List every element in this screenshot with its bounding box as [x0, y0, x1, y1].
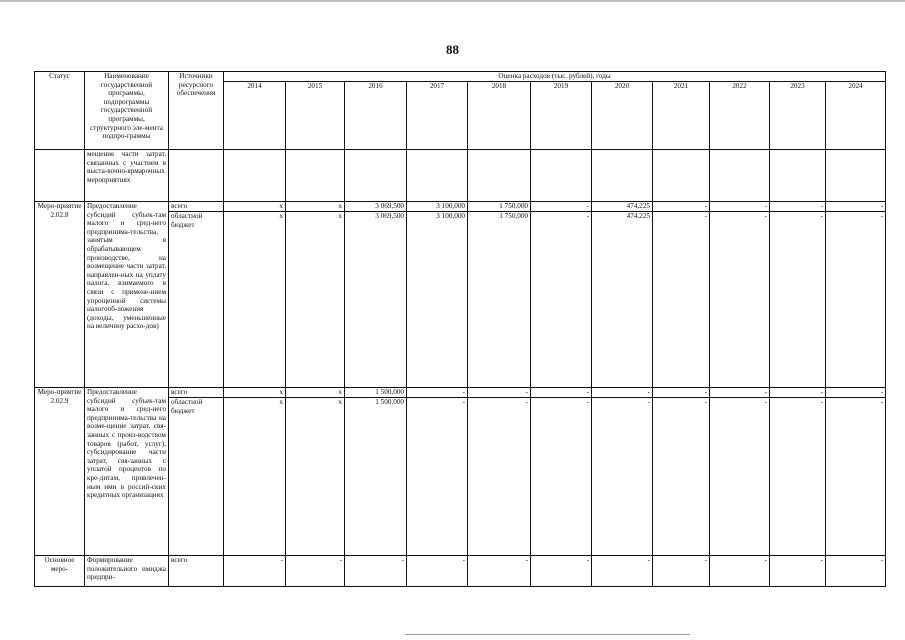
header-year: 2017 — [407, 82, 468, 150]
source-cell: всего — [169, 388, 224, 398]
value-cell — [653, 150, 710, 202]
value-cell: 3 100,000 — [407, 212, 468, 388]
value-cell — [224, 150, 286, 202]
value-cell: - — [710, 212, 770, 388]
source-cell — [169, 150, 224, 202]
value-cell: - — [653, 556, 710, 587]
header-sources: Источники ресурсного обеспечения — [169, 72, 224, 150]
value-cell: - — [468, 388, 531, 398]
value-cell: - — [592, 398, 653, 556]
header-year: 2014 — [224, 82, 286, 150]
name-cell: Предоставление субсидий субъек-там малого и сред-него предпринима-тельства на возме-щение затрат, свя-занных с произ-водством товаров (работ, услуг), субсидирование части затрат, свя-занных с уплатой процентов по кре-дитам, привлечен-ным ими в россий-ских кредитных организациях — [85, 388, 169, 556]
table-row — [35, 388, 886, 398]
value-cell: - — [826, 398, 886, 556]
value-cell: - — [531, 388, 592, 398]
value-cell: 1 500,000 — [345, 398, 407, 556]
table-row — [35, 556, 886, 587]
name-cell: Формирование положительного имиджа предпри- — [85, 556, 169, 587]
value-cell: - — [653, 202, 710, 212]
name-cell: Предоставление субсидий субъек-там малого и сред-него предпринима-тельства, занятым в обрабатывающем производстве, на возмещение части затрат, направлен-ных на уплату налога, взимаемого в связи с примене-нием упрощенной системы налогооб-ложения (доходы, уменьшенные на величину расхо-дов) — [85, 202, 169, 388]
status-cell: Основное меро- — [35, 556, 85, 587]
value-cell: - — [710, 202, 770, 212]
value-cell: - — [826, 388, 886, 398]
source-cell: областной бюджет — [169, 212, 224, 388]
value-cell — [407, 150, 468, 202]
value-cell: х — [286, 398, 345, 556]
value-cell — [468, 150, 531, 202]
header-year: 2019 — [531, 82, 592, 150]
status-cell: Меро-приятие 2.02.8 — [35, 202, 85, 388]
table-row — [35, 202, 886, 212]
header-year: 2022 — [710, 82, 770, 150]
table-row — [35, 150, 886, 202]
status-cell: Меро-приятие 2.02.9 — [35, 388, 85, 556]
header-name: Наименование государственной программы, подпрограммы государственной программы, структурного эле-мента подпро-граммы — [85, 72, 169, 150]
value-cell: 474,225 — [592, 202, 653, 212]
budget-table — [34, 71, 886, 587]
value-cell — [531, 150, 592, 202]
value-cell: 1 750,000 — [468, 212, 531, 388]
value-cell: - — [531, 398, 592, 556]
page-number: 88 — [446, 42, 459, 57]
status-cell — [35, 150, 85, 202]
value-cell — [770, 150, 826, 202]
value-cell: - — [653, 212, 710, 388]
value-cell: - — [592, 556, 653, 587]
value-cell: - — [710, 398, 770, 556]
value-cell: х — [224, 388, 286, 398]
value-cell: - — [710, 556, 770, 587]
value-cell: - — [286, 556, 345, 587]
value-cell: - — [407, 398, 468, 556]
scan-edge — [0, 0, 905, 2]
header-estimate: Оценка расходов (тыс. рублей), годы — [224, 72, 886, 82]
value-cell: х — [224, 212, 286, 388]
value-cell: - — [531, 202, 592, 212]
value-cell: 3 069,500 — [345, 202, 407, 212]
value-cell — [345, 150, 407, 202]
value-cell: - — [407, 388, 468, 398]
value-cell: 1 750,000 — [468, 202, 531, 212]
value-cell: х — [286, 388, 345, 398]
name-cell: мещение части затрат, связанных с участием в выста-вочно-ярмарочных мероприятиях — [85, 150, 169, 202]
value-cell: 3 069,500 — [345, 212, 407, 388]
value-cell: х — [286, 202, 345, 212]
value-cell: х — [224, 202, 286, 212]
source-cell: всего — [169, 556, 224, 587]
header-year: 2018 — [468, 82, 531, 150]
header-year: 2020 — [592, 82, 653, 150]
value-cell — [826, 150, 886, 202]
value-cell: 474,225 — [592, 212, 653, 388]
value-cell: - — [770, 212, 826, 388]
value-cell: - — [531, 212, 592, 388]
value-cell — [710, 150, 770, 202]
value-cell: - — [826, 212, 886, 388]
value-cell: - — [468, 556, 531, 587]
source-cell: областной бюджет — [169, 398, 224, 556]
source-cell: всего — [169, 202, 224, 212]
header-year: 2021 — [653, 82, 710, 150]
value-cell: - — [653, 388, 710, 398]
header-year: 2024 — [826, 82, 886, 150]
value-cell: - — [770, 388, 826, 398]
value-cell — [286, 150, 345, 202]
scan-artifact-line — [405, 634, 690, 635]
value-cell — [592, 150, 653, 202]
header-year: 2016 — [345, 82, 407, 150]
value-cell: - — [345, 556, 407, 587]
value-cell: - — [770, 202, 826, 212]
value-cell: - — [710, 388, 770, 398]
value-cell: - — [468, 398, 531, 556]
value-cell: 3 100,000 — [407, 202, 468, 212]
header-year: 2015 — [286, 82, 345, 150]
value-cell: х — [286, 212, 345, 388]
value-cell: - — [770, 398, 826, 556]
value-cell: - — [826, 202, 886, 212]
value-cell: - — [531, 556, 592, 587]
header-year: 2023 — [770, 82, 826, 150]
value-cell: - — [407, 556, 468, 587]
value-cell: - — [770, 556, 826, 587]
value-cell: 1 500,000 — [345, 388, 407, 398]
value-cell: - — [224, 556, 286, 587]
value-cell: х — [224, 398, 286, 556]
value-cell: - — [826, 556, 886, 587]
value-cell: - — [592, 388, 653, 398]
header-status: Статус — [35, 72, 85, 150]
value-cell: - — [653, 398, 710, 556]
